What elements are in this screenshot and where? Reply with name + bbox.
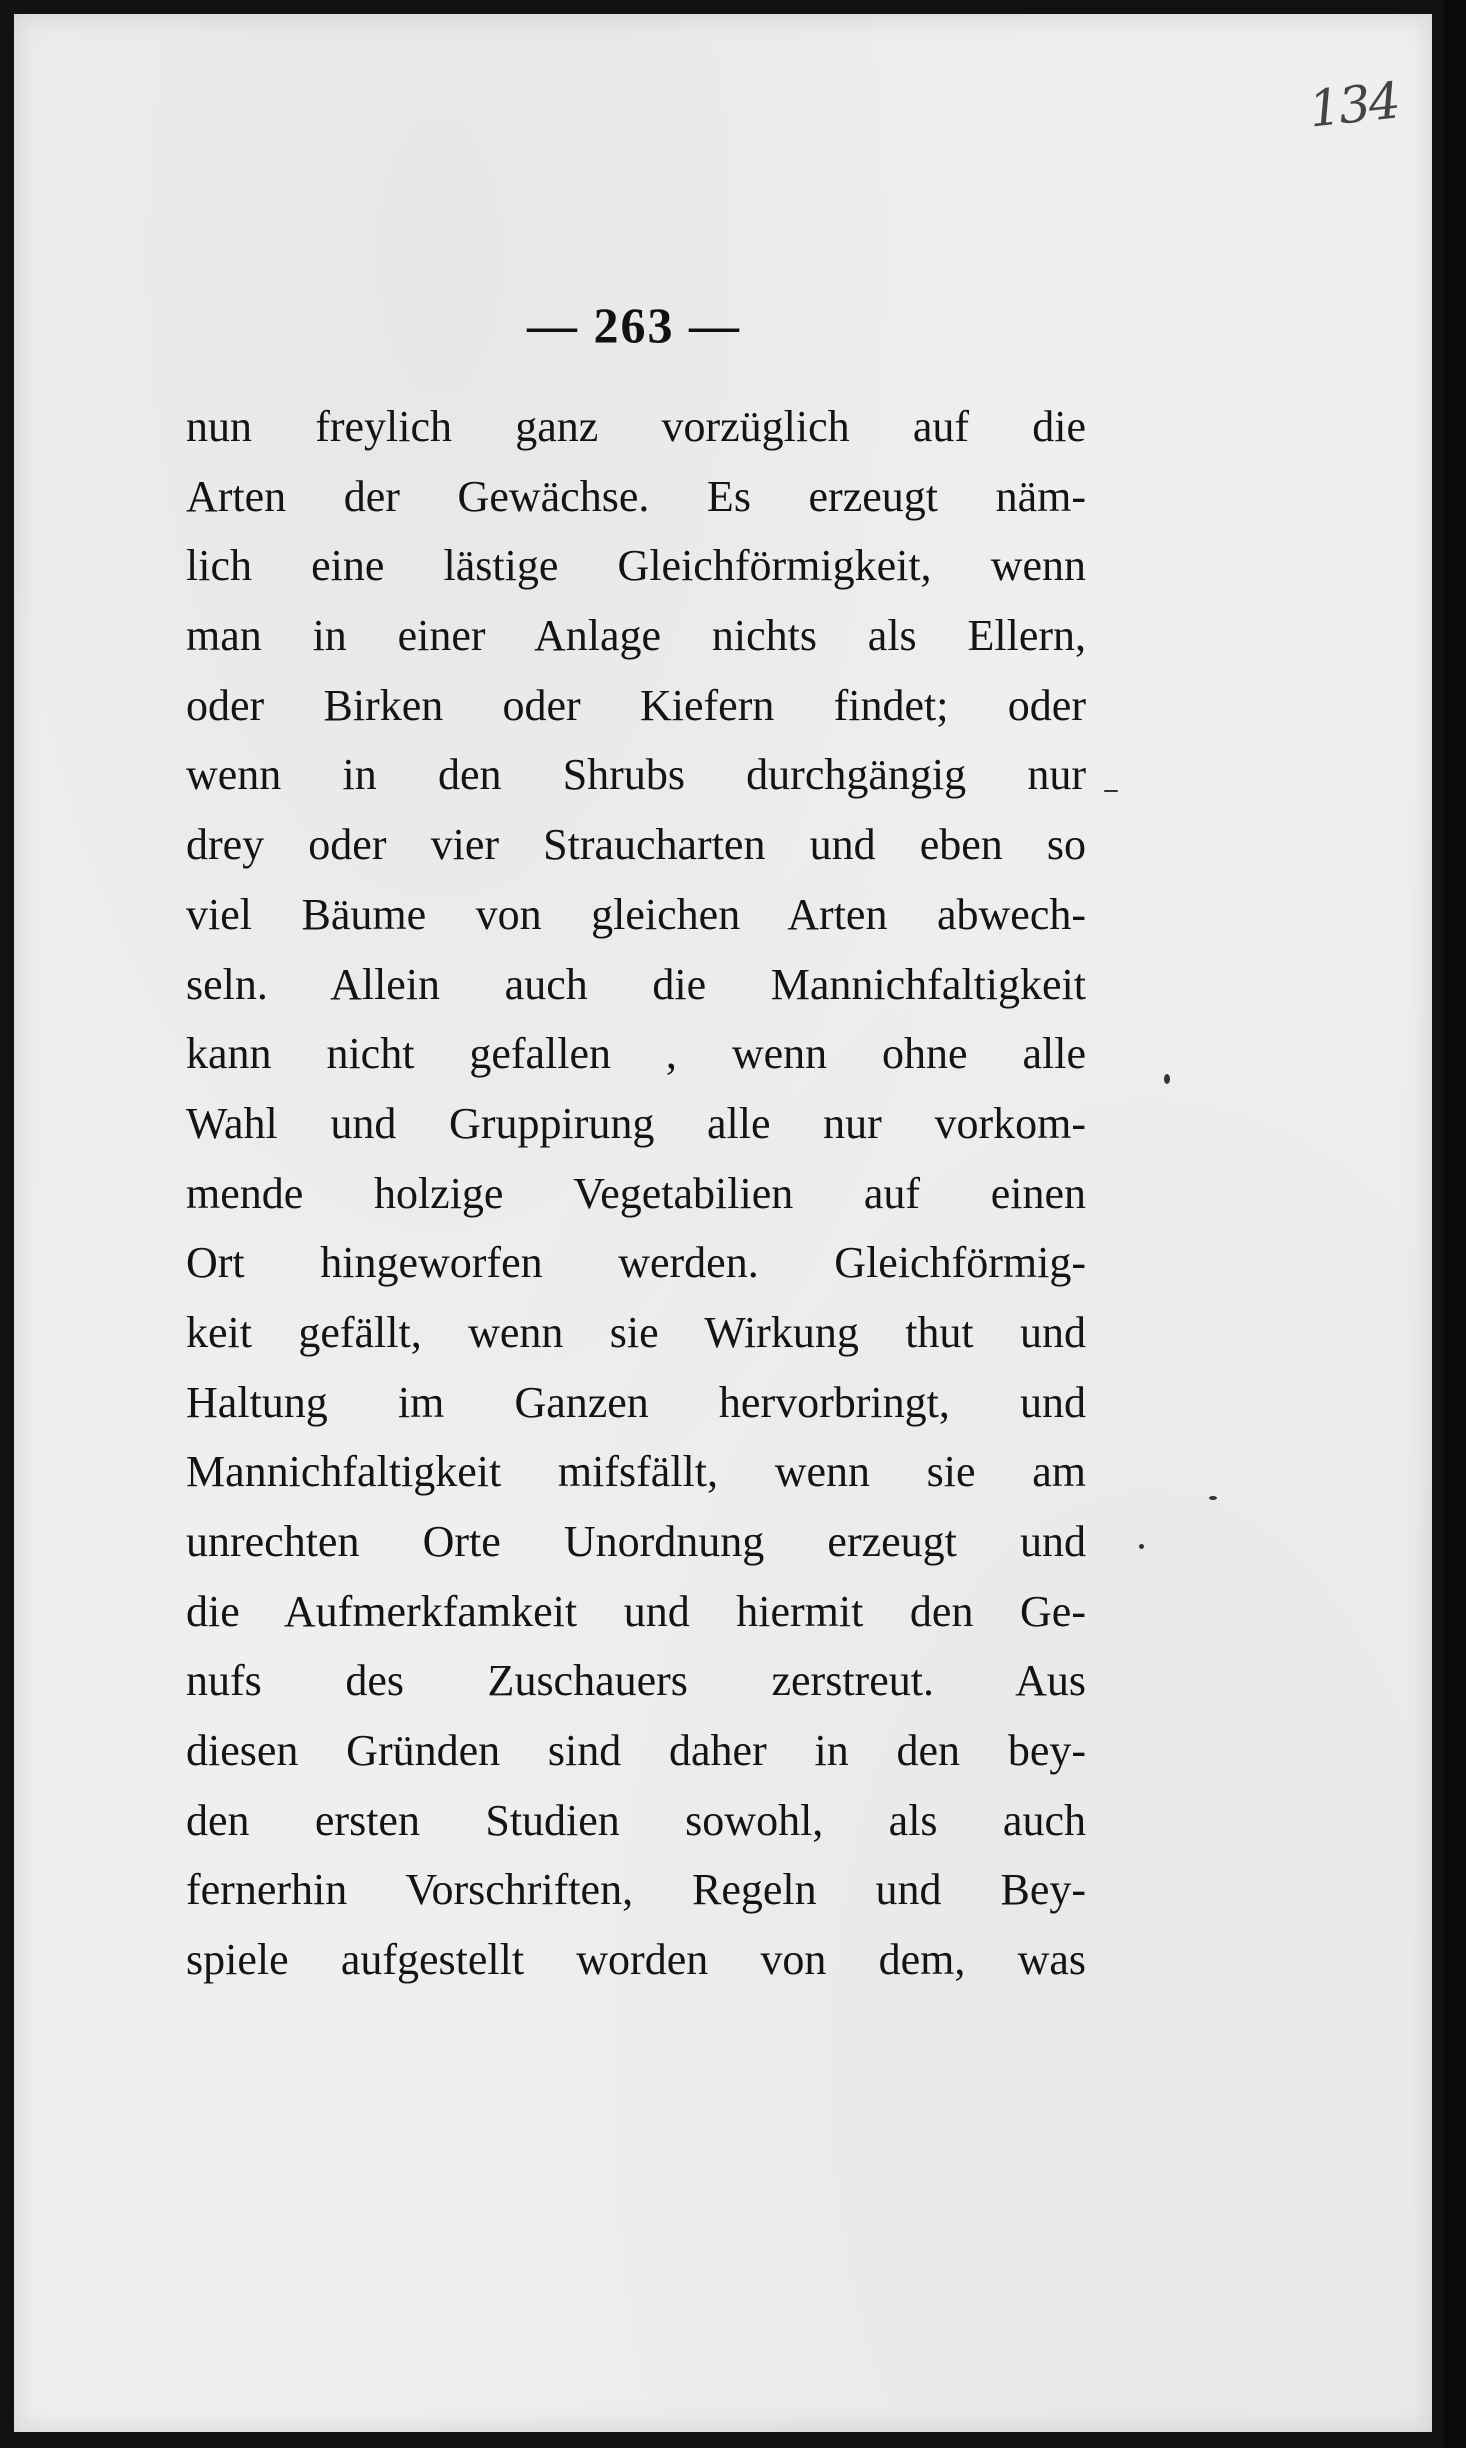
text-line: diesen Gründen sind daher in den bey- xyxy=(186,1726,1086,1776)
text-line: man in einer Anlage nichts als Ellern, xyxy=(186,611,1086,661)
text-line: viel Bäume von gleichen Arten abwech- xyxy=(186,889,1086,939)
book-page xyxy=(14,14,1432,2432)
paper-speck xyxy=(1209,1496,1217,1500)
handwritten-folio-number: 134 xyxy=(1306,71,1402,139)
text-line: wenn in den Shrubs durchgängig nur xyxy=(186,750,1086,800)
paper-speck xyxy=(1139,1544,1144,1549)
text-line: den ersten Studien sowohl, als auch xyxy=(186,1795,1086,1845)
page-number: — 263 — xyxy=(527,297,741,353)
text-line: Haltung im Ganzen hervorbringt, und xyxy=(186,1377,1086,1427)
text-line: die Aufmerkfamkeit und hiermit den Ge- xyxy=(186,1586,1086,1636)
body-text xyxy=(186,392,1086,1995)
text-line: drey oder vier Straucharten und eben so xyxy=(186,820,1086,870)
text-line: nun freylich ganz vorzüglich auf die xyxy=(186,402,1086,451)
text-line: fernerhin Vorschriften, Regeln und Bey- xyxy=(186,1865,1086,1915)
text-line: unrechten Orte Unordnung erzeugt und xyxy=(186,1517,1086,1566)
paper-speck xyxy=(1104,790,1118,792)
text-line: kann nicht gefallen , wenn ohne alle xyxy=(186,1029,1086,1079)
text-line: nufs des Zuschauers zerstreut. Aus xyxy=(186,1656,1086,1706)
scan-edge xyxy=(1444,0,1466,2448)
paper-speck xyxy=(1164,1074,1170,1084)
text-line: Arten der Gewächse. Es erzeugt näm- xyxy=(186,471,1086,521)
text-line: Wahl und Gruppirung alle nur vorkom- xyxy=(186,1098,1086,1148)
text-line: seln. Allein auch die Mannichfaltigkeit xyxy=(186,959,1086,1009)
text-line: mende holzige Vegetabilien auf einen xyxy=(186,1168,1086,1218)
text-line: spiele aufgestellt worden von dem, was xyxy=(186,1935,1086,1985)
text-line: keit gefällt, wenn sie Wirkung thut und xyxy=(186,1307,1086,1357)
text-line: oder Birken oder Kiefern findet; oder xyxy=(186,680,1086,730)
text-line: Ort hingeworfen werden. Gleichförmig- xyxy=(186,1238,1086,1288)
text-line: Mannichfaltigkeit mifsfällt, wenn sie am xyxy=(186,1447,1086,1497)
text-line: lich eine lästige Gleichförmigkeit, wenn xyxy=(186,541,1086,591)
